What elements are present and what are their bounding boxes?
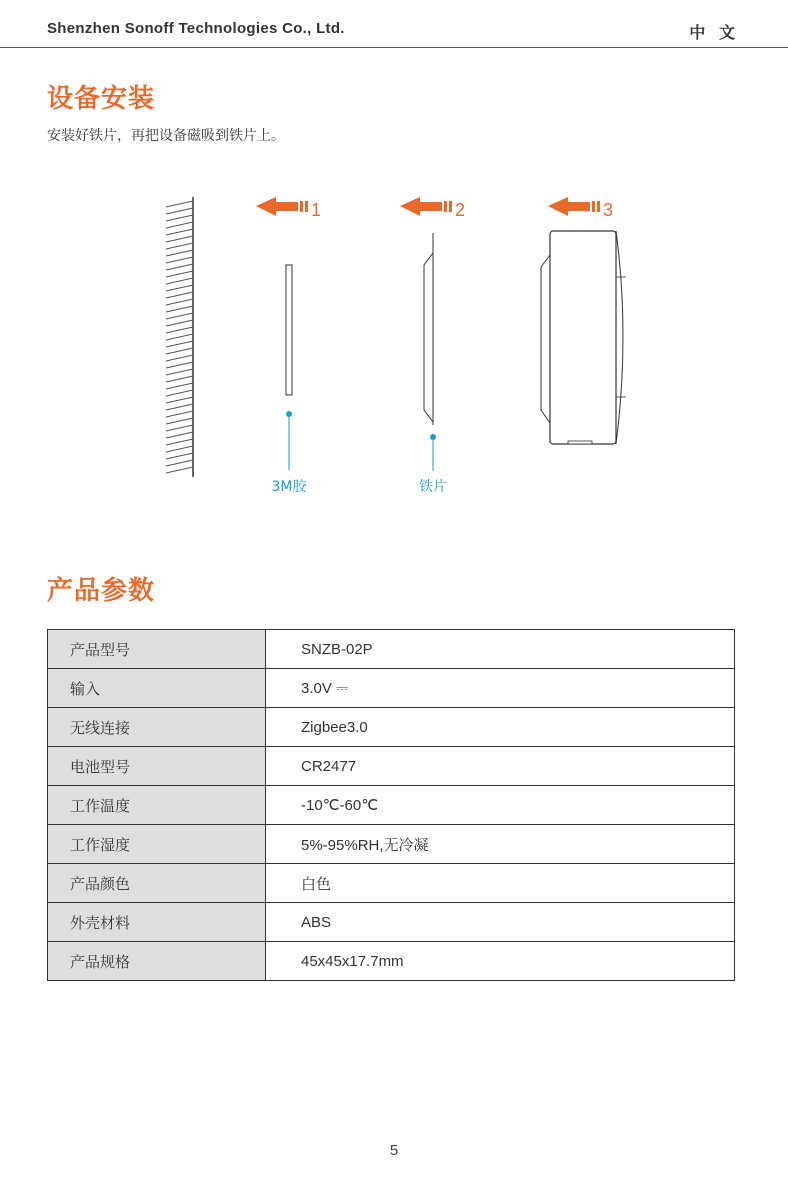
spec-value: 3.0V ⎓ (266, 669, 735, 708)
iron-plate (419, 233, 447, 495)
spec-value: -10℃-60℃ (266, 786, 735, 825)
spec-label: 工作湿度 (48, 825, 266, 864)
iron-plate-label: 铁片 (419, 479, 447, 495)
table-row (48, 942, 735, 981)
spec-value: ABS (266, 903, 735, 942)
spec-label: 电池型号 (48, 747, 266, 786)
step-1-arrow (256, 197, 321, 220)
step-3-arrow (548, 197, 613, 220)
table-row (48, 669, 735, 708)
spec-label: 工作温度 (48, 786, 266, 825)
spec-value: SNZB-02P (266, 630, 735, 669)
page-header (0, 0, 788, 48)
sensor-device (541, 231, 626, 444)
table-row (48, 903, 735, 942)
table-row (48, 786, 735, 825)
adhesive-label: 3M胶 (271, 479, 307, 495)
table-row (48, 864, 735, 903)
installation-diagram (150, 185, 650, 505)
spec-value: 5%-95%RH,无冷凝 (266, 825, 735, 864)
table-row (48, 825, 735, 864)
spec-table (47, 629, 735, 981)
spec-value: 白色 (266, 864, 735, 903)
company-name: Shenzhen Sonoff Technologies Co., Ltd. (47, 20, 345, 37)
step-1-number: 1 (311, 200, 322, 220)
spec-label: 产品型号 (48, 630, 266, 669)
step-2-arrow (400, 197, 465, 220)
wall-hatch (166, 197, 193, 477)
specs-title: 产品参数 (47, 576, 156, 606)
adhesive-strip (272, 265, 308, 495)
step-2-number: 2 (455, 200, 466, 220)
spec-label: 产品规格 (48, 942, 266, 981)
page-number: 5 (389, 1142, 399, 1159)
spec-value: CR2477 (266, 747, 735, 786)
spec-value: Zigbee3.0 (266, 708, 735, 747)
step-3-number: 3 (603, 200, 614, 220)
header-divider (0, 47, 788, 48)
spec-label: 外壳材料 (48, 903, 266, 942)
installation-instruction: 安装好铁片，再把设备磁吸到铁片上。 (47, 128, 285, 144)
spec-label: 输入 (48, 669, 266, 708)
table-row (48, 708, 735, 747)
installation-title: 设备安装 (47, 84, 156, 114)
language-label: 中 文 (689, 23, 739, 42)
table-row (48, 747, 735, 786)
table-row (48, 630, 735, 669)
spec-label: 产品颜色 (48, 864, 266, 903)
spec-value: 45x45x17.7mm (266, 942, 735, 981)
spec-label: 无线连接 (48, 708, 266, 747)
